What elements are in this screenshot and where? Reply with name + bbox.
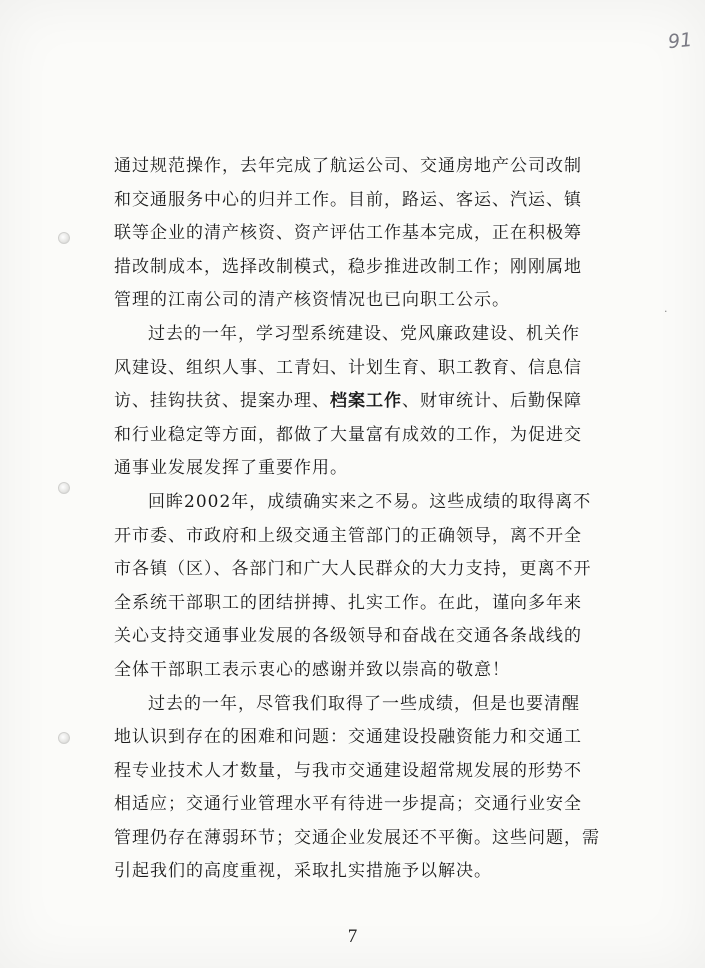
paragraph <box>114 150 606 318</box>
punch-hole <box>58 482 70 494</box>
text-line: 风建设、组织人事、工青妇、计划生育、职工教育、信息信 <box>114 357 582 378</box>
text-line: 关心支持交通事业发展的各级领导和奋战在交通各条战线的 <box>114 626 582 647</box>
text-line: 全系统干部职工的团结拼搏、扎实工作。在此，谨向多年来 <box>114 592 582 613</box>
text-line: 措改制成本，选择改制模式，稳步推进改制工作；刚刚属地 <box>114 256 582 277</box>
bold-text-segment: 档案工作 <box>330 391 402 412</box>
stray-ink-mark: · <box>664 305 668 318</box>
text-line: 过去的一年，尽管我们取得了一些成绩，但是也要清醒 <box>148 693 580 714</box>
text-line: 程专业技术人才数量，与我市交通建设超常规发展的形势不 <box>114 760 582 781</box>
text-line: 回眸2002年，成绩确实来之不易。这些成绩的取得离不 <box>148 491 592 512</box>
text-line: 引起我们的高度重视，采取扎实措施予以解决。 <box>114 861 492 882</box>
paragraph <box>114 486 606 688</box>
text-line <box>114 385 606 419</box>
text-line: 和行业稳定等方面，都做了大量富有成效的工作，为促进交 <box>114 424 582 445</box>
paragraph <box>114 688 606 890</box>
handwritten-page-annotation: 91 <box>666 28 694 54</box>
text-line: 和交通服务中心的归并工作。目前，路运、客运、汽运、镇 <box>114 189 582 210</box>
text-line: 联等企业的清产核资、资产评估工作基本完成，正在积极筹 <box>114 223 582 244</box>
text-line: 过去的一年，学习型系统建设、党风廉政建设、机关作 <box>148 323 580 344</box>
text-line: 通过规范操作，去年完成了航运公司、交通房地产公司改制 <box>114 156 582 176</box>
text-segment: 访、挂钩扶贫、提案办理、 <box>114 391 330 412</box>
document-body <box>114 150 606 889</box>
paragraph <box>114 318 606 486</box>
punch-hole <box>58 732 70 744</box>
text-line: 管理仍存在薄弱环节；交通企业发展还不平衡。这些问题，需 <box>114 827 600 848</box>
text-line: 相适应；交通行业管理水平有待进一步提高；交通行业安全 <box>114 794 582 815</box>
text-line: 市各镇（区）、各部门和广大人民群众的大力支持，更离不开 <box>114 559 592 580</box>
text-line: 地认识到存在的困难和问题：交通建设投融资能力和交通工 <box>114 727 582 748</box>
text-line: 全体干部职工表示衷心的感谢并致以崇高的敬意！ <box>114 659 510 680</box>
text-segment: 、财审统计、后勤保障 <box>402 391 582 412</box>
text-line: 管理的江南公司的清产核资情况也已向职工公示。 <box>114 290 510 311</box>
text-line: 通事业发展发挥了重要作用。 <box>114 458 348 479</box>
text-line: 开市委、市政府和上级交通主管部门的正确领导，离不开全 <box>114 525 582 546</box>
punch-hole <box>58 232 70 244</box>
page-number: 7 <box>347 926 358 947</box>
